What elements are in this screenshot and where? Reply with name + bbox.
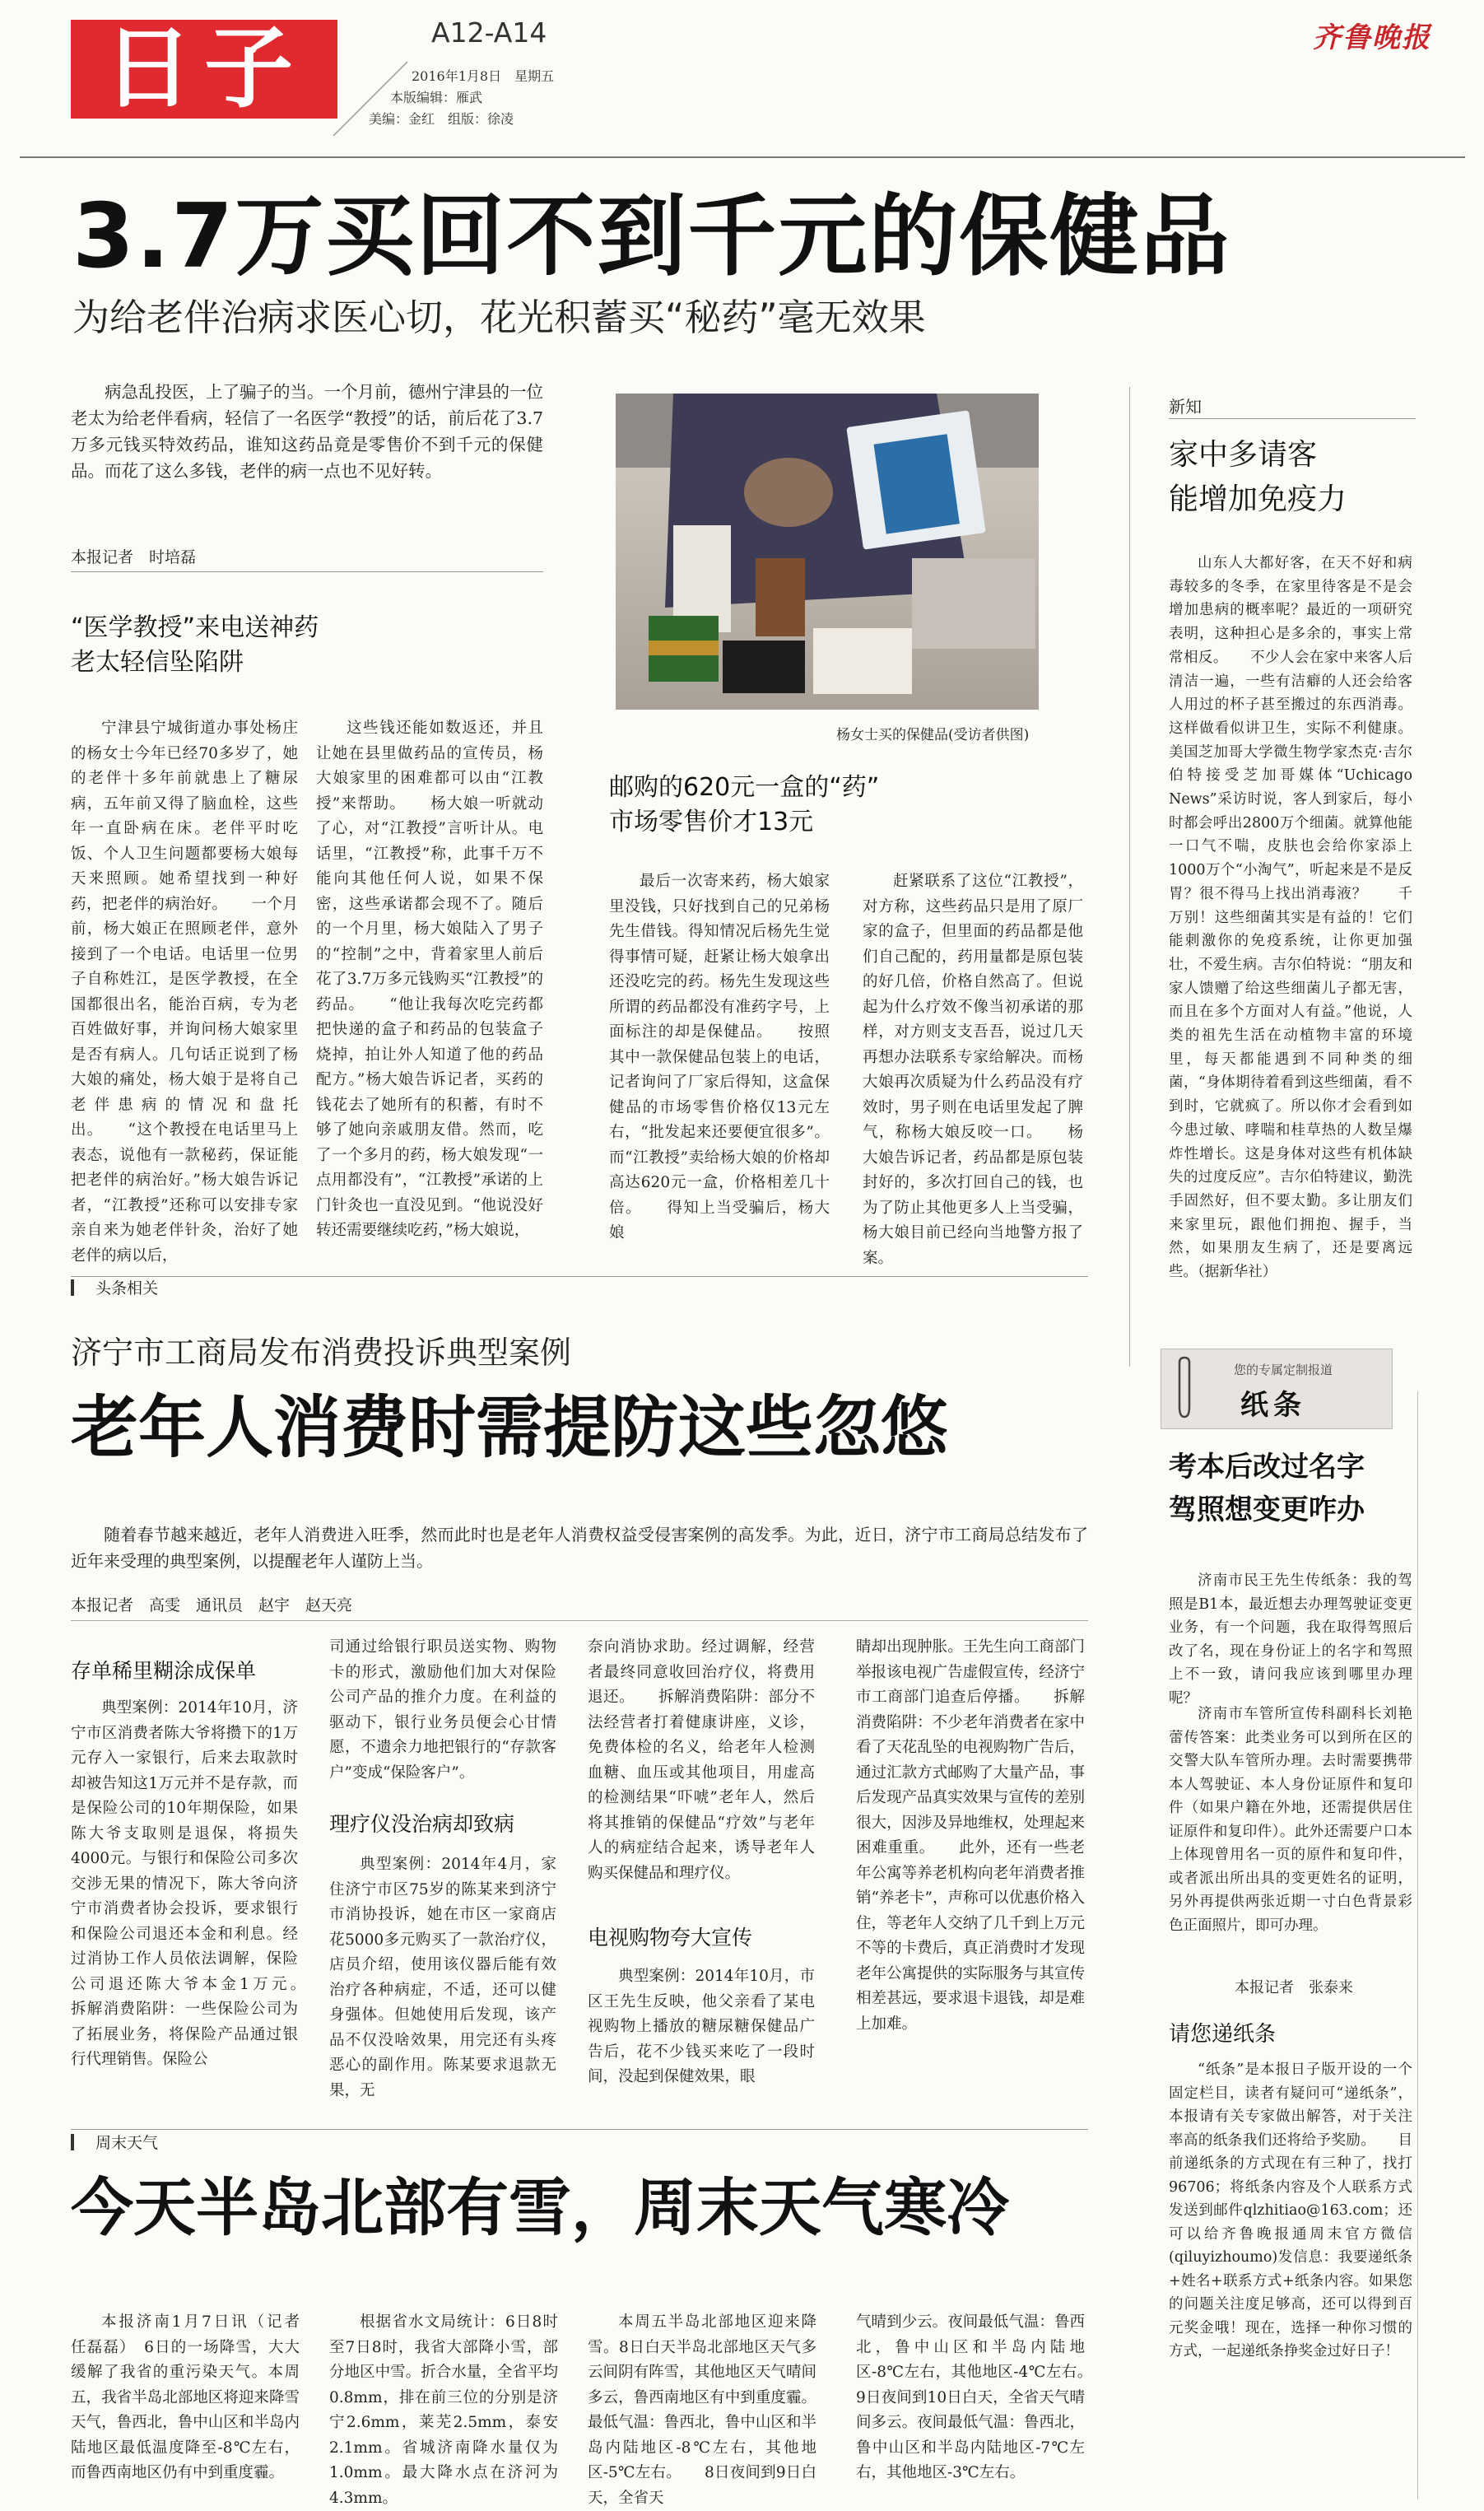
- zhitiao-tag-small: 您的专属定制报道: [1234, 1363, 1333, 1377]
- consumer-kicker: 济宁市工商局发布消费投诉典型案例: [71, 1335, 572, 1371]
- consumer-column-c2: 典型案例：2014年10月，市区王先生反映，他父亲看了某电视购物上播放的糖尿糖保健品广告后，花不少钱买来吃了一段时间，没起到保健效果，眼: [588, 1968, 815, 2085]
- consumer-column-b1: 司通过给银行职员送实物、购物卡的形式，激励他们加大对保险公司产品的推介力度。在利益的驱动下，银行业务员便会心甘情愿，不遗余力地把银行的“存款客户”变成“保险客户”。: [329, 1638, 556, 1782]
- consumer-column-a: 典型案例：2014年10月，济宁市区消费者陈大爷将攒下的1万元存入一家银行，后来去取款时却被告知这1万元并不是存款，而是保险公司的10年期保险，如果陈大爷支取则是退保，将损失4000元。与银行和保险公司多次交涉无果的情况下，陈大爷向济宁市消费者协会投诉，要求银行和保险公司退还本金和利息。经过消协工作人员依法调解，保险公司退还陈大爷本金1万元。 拆解消费陷阱：一些保险公司为了拓展业务，将保险产品通过银行代理销售。保险公: [71, 1699, 329, 2068]
- consumer-byline: 本报记者 高雯 通讯员 赵宇 赵天亮: [71, 1596, 353, 1614]
- newspaper-name: 齐鲁晚报: [1313, 21, 1431, 54]
- lead-column-1: 宁津县宁城街道办事处杨庄的杨女士今年已经70多岁了，她的老伴十多年前就患上了糖尿病，五年前又得了脑血栓，这些年一直卧病在床。老伴平时吃饭、个人卫生问题都要杨大娘每天来照顾。她希望找到一种好药，把老伴的病治好。 一个月前，杨大娘正在照顾老伴，意外接到了一个电话。电话里一位男子自称姓江，是医学教授，在全国都很出名，能治百病，专为老百姓做好事，并询问杨大娘家里是否有病人。几句话正说到了杨大娘的痛处，杨大娘于是将自己老伴患病的情况和盘托出。 “这个教授在电话里马上表态，说他有一款秘药，保证能把老伴的病治好。”杨大娘告诉记者，“江教授”还称可以安排专家亲自来为她老伴针灸，治好了她老伴的病以后，: [71, 720, 298, 1265]
- weather-column-1: 本报济南1月7日讯（记者 任磊磊） 6日的一场降雪，大大缓解了我省的重污染天气。本周五，我省半岛北部地区将迎来降雪天气，鲁西北，鲁中山区和半岛内陆地区最低温度降至-8℃左右，而鲁西南地区仍有中到重度霾。: [71, 2313, 315, 2481]
- lead-column-4: 赶紧联系了这位“江教授”，对方称，这些药品只是用了原厂家的盒子，但里面的药品都是他们自己配的，药用量都是原包装的好几倍，价格自然高了。但说起为什么疗效不像当初承诺的那样，对方则支支吾吾，说过几天再想办法联系专家给解决。而杨大娘再次质疑为什么药品没有疗效时，男子则在电话里发起了脾气，称杨大娘反咬一口。 杨大娘告诉记者，药品都是原包装封好的，多次打回自己的钱，也为了防止其他更多人上当受骗，杨大娘目前已经向当地警方报了案。: [863, 873, 1083, 1267]
- zhitiao-call-title: 请您递纸条: [1169, 2022, 1277, 2047]
- lead-subheadline: 为给老伴治病求医心切，花光积蓄买“秘药”毫无效果: [72, 296, 926, 339]
- sidebar-body: 山东人大都好客，在天不好和病毒较多的冬季，在家里待客是不是会增加患病的概率呢？最近的一项研究表明，这种担心是多余的，事实上常常相反。 不少人会在家中来客人后清洁一遍，一些有洁癖的人还会给客人用过的杯子甚至搬过的东西消毒。这样做看似讲卫生，实际不利健康。美国芝加哥大学微生物学家杰克·吉尔伯特接受芝加哥媒体“Uchicago News”采访时说，客人到家后，每小时都会呼出2800万个细菌。就算他能一口气不喘，皮肤也会给你家添上1000万个“小淘气”，听起来是不是反胃？很不得马上找出消毒液？ 千万别！这些细菌其实是有益的！它们能刺激你的免疫系统，让你更加强壮，不爱生病。吉尔伯特说：“朋友和家人馈赠了给这些细菌儿子都无害，而且在多个方面对人有益。”他说，人类的祖先生活在动植物丰富的环境里，每天都能遇到不同种类的细菌，“身体期待着看到这些细菌，看不到时，它就疯了。所以你才会看到如今患过敏、哮喘和桂草热的人数呈爆炸性增长。这是身体对这些有机体缺失的过度反应”。吉尔伯特建议，勤洗手固然好，但不要太勤。多让朋友们来家里玩，跟他们拥抱、握手，当然，如果朋友生病了，还是要离远些。（据新华社）: [1169, 555, 1412, 1281]
- consumer-subhead-b: 理疗仪没治病却致病: [329, 1812, 515, 1836]
- zhitiao-answer-body: 济南市车管所宣传科副科长刘艳蕾传答案：此类业务可以到所在区的交警大队车管所办理。去时需要携带本人驾驶证、本人身份证原件和复印件（如果户籍在外地，还需提供居住证原件和复印件）。此外还需要户口本上体现曾用名一页的原件和复印件，或者派出所出具的变更姓名的证明，另外再提供两张近期一寸白色背景彩色正面照片，即可办理。: [1169, 1706, 1412, 1934]
- consumer-column-d: 睛却出现肿胀。王先生向工商部门举报该电视广告虚假宣传，经济宁市工商部门追查后停播。 拆解消费陷阱：不少老年消费者在家中看了天花乱坠的电视购物广告后，通过汇款方式邮购了大量产品，事后发现产品真实效果与宣传的差别很大，因涉及异地维权，处理起来困难重重。 此外，还有一些老年公寓等养老机构向老年消费者推销“养老卡”，声称可以优惠价格入住，等老年人交纳了几千到上万元不等的卡费后，真正消费时才发现老年公寓提供的实际服务与其宣传相差甚远，要求退卡退钱，却是难上加难。: [856, 1638, 1085, 2033]
- consumer-intro: 随着春节越来越近，老年人消费进入旺季，然而此时也是老年人消费权益受侵害案例的高发季。为此，近日，济宁市工商局总结发布了近年来受理的典型案例，以提醒老年人谨防上当。: [71, 1525, 1088, 1571]
- lead-byline: 本报记者 时培磊: [71, 548, 197, 566]
- weather-rule: [71, 2129, 1088, 2130]
- weather-headline: 今天半岛北部有雪，周末天气寒冷: [71, 2171, 1009, 2244]
- consumer-rule: [71, 1276, 1088, 1277]
- lead-photo-caption: 杨女士买的保健品(受访者供图): [836, 727, 1030, 743]
- lead-subhead-1: “医学教授”来电送神药 老太轻信坠陷阱: [71, 613, 319, 677]
- consumer-subhead-a: 存单稀里糊涂成保单: [71, 1659, 257, 1683]
- lead-byline-rule: [71, 571, 543, 572]
- consumer-column-c: 奈向消协求助。经过调解，经营者最终同意收回治疗仪，将费用退还。 拆解消费陷阱：部分不法经营者打着健康讲座，义诊，免费体检的名义，给老年人检测血糖、血压或其他项目，用虚高的检测结果“吓唬”老年人，然后将其推销的保健品“疗效”与老年人的病症结合起来，诱导老年人购买保健品和理疗仪。: [588, 1638, 815, 1882]
- lead-column-3: 最后一次寄来药，杨大娘家里没钱，只好找到自己的兄弟杨先生借钱。得知情况后杨先生觉得事情可疑，赶紧让杨大娘拿出还没吃完的药。杨先生发现这些所谓的药品都没有准药字号，上面标注的却是保健品。 按照其中一款保健品包装上的电话，记者询问了厂家后得知，这盒保健品的市场零售价格仅13元左右，“批发起来还要便宜很多”。而“江教授”卖给杨大娘的价格却高达620元一盒，价格相差几十倍。 得知上当受骗后，杨大娘: [609, 873, 830, 1242]
- zhitiao-question-title: 考本后改过名字 驾照想变更咋办: [1169, 1451, 1365, 1526]
- paperclip-icon: [1173, 1356, 1196, 1422]
- zhitiao-banner: [1161, 1349, 1393, 1429]
- page-date: 2016年1月8日 星期五: [412, 68, 555, 84]
- zhitiao-question-body: 济南市民王先生传纸条：我的驾照是B1本，最近想去办理驾驶证变更业务，有一个问题，我在取得驾照后改了名，现在身份证上的名字和驾照上不一致，请问我应该到哪里办理呢？: [1169, 1572, 1412, 1707]
- lead-column-2: 这些钱还能如数返还，并且让她在县里做药品的宣传员，杨大娘家里的困难都可以由“江教授”来帮助。 杨大娘一听就动了心，对“江教授”言听计从。电话里，“江教授”称，此事千万不能向其他任何人说，如果不保密，这些承诺都会现不了。随后的一个月里，杨大娘陆入了男子的“控制”之中，背着家里人前后花了3.7万多元钱购买“江教授”的药品。 “他让我每次吃完药都把快递的盒子和药品的包装盒子烧掉，拍让外人知道了他的药品配方。”杨大娘告诉记者，买药的钱花去了她所有的积蓄，有时不够了她向亲戚朋友借。然而，吃了一个多月的药，杨大娘发现“一点用都没有”，“江教授”承诺的上门针灸也一直没见到。“他说没好转还需要继续吃药，”杨大娘说，: [316, 720, 543, 1239]
- consumer-section-tag: 头条相关: [71, 1276, 158, 1298]
- zhitiao-tag-big: 纸条: [1240, 1389, 1306, 1422]
- lead-intro: 病急乱投医，上了骗子的当。一个月前，德州宁津县的一位老太为给老伴看病，轻信了一名医学“教授”的话，前后花了3.7万多元钱买特效药品，谁知这药品竟是零售价不到千元的保健品。而花了这么多钱，老伴的病一点也不见好转。: [71, 382, 543, 481]
- sidebar-title: 家中多请客 能增加免疫力: [1169, 438, 1347, 516]
- consumer-byline-rule: [71, 1620, 1088, 1621]
- sidebar-tag: 新知: [1169, 397, 1202, 417]
- lead-headline: 3.7万买回不到千元的保健品: [72, 185, 1231, 288]
- sidebar-tag-rule: [1169, 418, 1416, 419]
- masthead-rule: [20, 156, 1465, 158]
- weather-section-tag: 周末天气: [71, 2131, 158, 2153]
- zhitiao-byline: 本报记者 张泰来: [1235, 1979, 1353, 1996]
- weather-column-4: 气晴到少云。夜间最低气温：鲁西北，鲁中山区和半岛内陆地区-8℃左右，其他地区-4℃左右。 9日夜间到10日白天，全省天气晴间多云。夜间最低气温：鲁西北，鲁中山区和半岛内陆地区-7℃左右，其他地区-3℃左右。: [856, 2313, 1116, 2481]
- lead-subhead-2: 邮购的620元一盒的“药” 市场零售价才13元: [609, 773, 880, 836]
- zhitiao-call-body: “纸条”是本报日子版开设的一个固定栏目，读者有疑问可“递纸条”，本报请有关专家做出解答，对于关注率高的纸条我们还将给予奖励。 目前递纸条的方式现在有三种了，找打96706；将纸条内容及个人联系方式发送到邮件qlzhitiao@163.com；还可以给齐鲁晚报通周末官方微信(qiluyizhoumo)发信息：我要递纸条+姓名+联系方式+纸条内容。如果您的问题关注度足够高，还可以得到百元奖金哦！现在，选择一种你习惯的方式，一起递纸条挣奖金过好日子！: [1169, 2061, 1412, 2360]
- consumer-subhead-c: 电视购物夸大宣传: [588, 1926, 753, 1950]
- lead-photo-image: [616, 394, 1039, 710]
- page-range: A12-A14: [431, 16, 547, 49]
- consumer-column-b2: 典型案例：2014年4月，家住济宁市区75岁的陈某来到济宁市消协投诉，她在市区一家商店花5000多元购买了一款治疗仪，店员介绍，使用该仪器后能有效治疗各种病症，不适，还可以健身强体。但她使用后发现，该产品不仅没啥效果，用完还有头疼恶心的副作用。陈某要求退款无果，无: [329, 1856, 556, 2099]
- weather-column-2: 根据省水文局统计：6日8时至7日8时，我省大部降小雪，部分地区中雪。折合水量，全省平均0.8mm，排在前三位的分别是济宁2.6mm，莱芜2.5mm，泰安2.1mm。省城济南降水量仅为1.0mm。最大降水点在济河为4.3mm。: [329, 2313, 558, 2507]
- consumer-headline: 老年人消费时需提防这些忽悠: [71, 1389, 949, 1467]
- zhitiao-box-border: [1417, 1391, 1418, 2499]
- lead-divider: [1129, 387, 1130, 1367]
- masthead: [0, 0, 1484, 156]
- page-art: 美编：金红 组版：徐凌: [369, 111, 514, 127]
- weather-column-3: 本周五半岛北部地区迎来降雪。8日白天半岛北部地区天气多云间阴有阵雪，其他地区天气晴间多云，鲁西南地区有中到重度霾。最低气温：鲁西北，鲁中山区和半岛内陆地区-8℃左右，其他地区-5℃左右。 8日夜间到9日白天，全省天: [588, 2313, 816, 2507]
- page-editor: 本版编辑：雁武: [390, 90, 483, 105]
- masthead-slash: [329, 58, 412, 140]
- section-logo: 日子: [71, 20, 337, 119]
- lead-photo: [616, 394, 1039, 710]
